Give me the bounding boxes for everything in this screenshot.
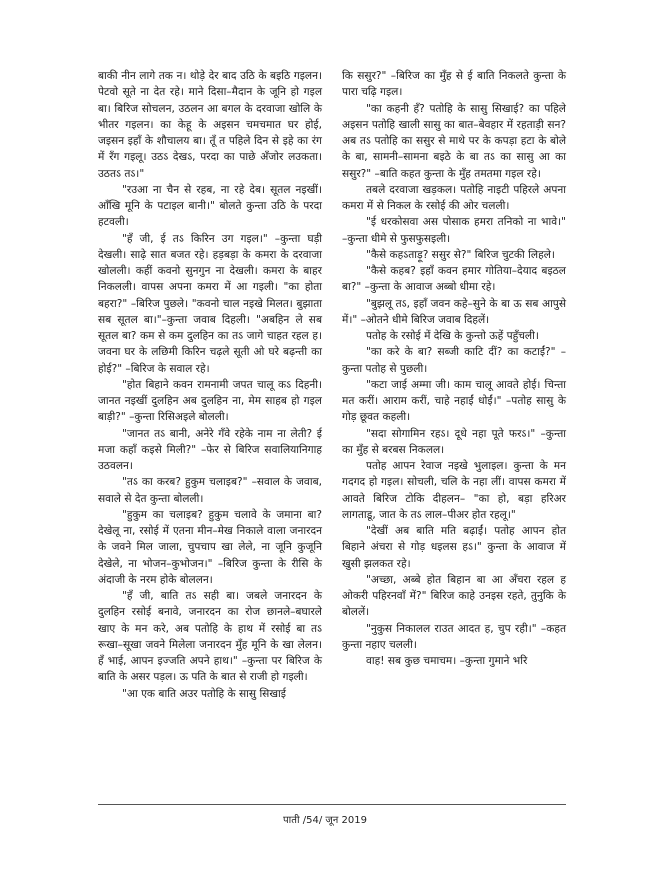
paragraph: "का कहनी हँ? पतोहि के सासु सिखाई? का पहिले अइसन पतोहि खाली सासु का बात–बेवहार में रहताड़ी सन? अब तऽ पतोहि का ससुर से माथे पर के कपड़ा हटा के बोले के बा, सामनी–सामना बइठे के बा तऽ का सासु आ का ससुर?" –बाति कहत कुन्ता के मुँह तमतमा गइल रहे।	[342, 102, 566, 180]
paragraph: "देखीं अब बाति मति बढ़ाईं। पतोह आपन होत बिहाने अंचरा से गोड़ धइलस हऽ।" कुन्ता के आवाज में खुसी झलकत रहे।	[342, 525, 566, 570]
paragraph: "हुकुम का चलाइब? हुकुम चलावे के जमाना बा? देखेलू ना, रसोई में एतना मीन–मेख निकाले वाला जनारदन के जवने मिल जाला, चुपचाप खा लेले, ना जूनि कुजूनि देखेले, ना भोजन–कुभोजन।" –बिरिज कुन्ता के रीसि के अंदाजी के नरम होके बोललन।	[98, 508, 322, 586]
paragraph: "रउआ ना चैन से रहब, ना रहे देब। सूतल नइखीं। आँखि मूनि के पटाइल बानी।" बोलते कुन्ता उठि के परदा हटवली।	[98, 183, 322, 229]
paragraph: "का करे के बा? सब्जी काटि दीं? का कटाईं?" –कुन्ता पतोह से पुछली।	[342, 346, 566, 375]
page-folio: पाती /54/ जून 2019	[283, 815, 367, 826]
paragraph: "कटा जाई अम्मा जी। काम चालू आवते होई। चिन्ता मत करीं। आराम करीं, चाहे नहाईं धोईं।" –पतोह सासु के गोड़ छूवत कहली।	[342, 378, 566, 424]
paragraph: पतोह आपन रेवाज नइखे भुलाइल। कुन्ता के मन गदगद हो गइल। सोचली, चलि के नहा लीं। वापस कमरा में आवते बिरिज टोकि दीहलन– "का हो, बड़ा हरिअर लागताडू, जात के तऽ लाल–पीअर होत रहलू।"	[342, 460, 566, 521]
paragraph: "हँ जी, ई तऽ किरिन उग गइल।" –कुन्ता घड़ी देखली। साढ़े सात बजत रहे। हड़बड़ा के कमरा के दरवाजा खोलली। कहीं कवनो सुनगुन ना देखली। कमरा के बाहर निकलली। वापस अपना कमरा में आ गइली। "का होता बहरा?" –बिरिज पुछले। "कवनो चाल नइखे मिलत। बुझाता सब सूतल बा।"–कुन्ता जवाब दिहली। "अबहिन ले सब सूतल बा? कम से कम दुलहिन का तऽ जागे चाहत रहल ह। जवना घर के लछिमी किरिन चढ़ले सूती ओ घरे बढ़न्ती का होई?" –बिरिज के सवाल रहे।	[98, 232, 322, 375]
paragraph: "कैसे कहऽताड़ू? ससुर से?" बिरिज चुटकी लिहले।	[366, 248, 555, 261]
paragraph: "तऽ का करब? हुकुम चलाइब?" –सवाल के जवाब, सवाले से देत कुन्ता बोलली।	[98, 476, 322, 505]
paragraph: "नुकुस निकालल राउत आदत ह, चुप रही।" –कहत कुन्ता नहाए चलली।	[342, 622, 566, 651]
paragraph: "अच्छा, अब्बे होत बिहान बा आ अँचरा रहल ह ओकरी पहिरनवाँ में?" बिरिज काहे उनइस रहते, तुनुकि के बोललें।	[342, 573, 566, 619]
footer-divider	[98, 804, 566, 805]
paragraph: "होत बिहाने कवन रामनामी जपत चालू कऽ दिहनी। जानत नइखीं दुलहिन अब दुलहिन ना, मेम साहब हो गइल बाड़ी?" –कुन्ता रिसिअइले बोलली।	[98, 378, 322, 424]
paragraph: "कैसे कहब? इहाँ कवन हमार गोतिया–देयाद बइठल बा?" –कुन्ता के आवाज अब्बो धीमा रहे।	[342, 265, 566, 294]
paragraph: "आ एक बाति अउर पतोहि के सासु सिखाई	[122, 687, 286, 700]
paragraph: कि ससुर?" –बिरिज का मुँह से ई बाति निकलते कुन्ता के पारा चढ़ि गइल।	[342, 70, 566, 99]
paragraph: वाह! सब कुछ चमाचम। –कुन्ता गुमाने भरि	[366, 655, 528, 667]
paragraph: बाकी नीन लागे तक न। थोड़े देर बाद उठि के बइठि गइलन। पेटवो सूते ना देत रहे। माने दिसा–मैदान के जूनि हो गइल बा। बिरिज सोचलन, उठलन आ बगल के दरवाजा खोलि के भीतर गइलन। का केहू के अइसन चमचमात घर होई, जइसन इहाँ के शौचालय बा। तूँ त पहिले दिन से इहे का रंग में रँग गइलू। उठऽ देखऽ, परदा का पाछे अँजोर लउकता। उठतऽ तऽ।"	[98, 70, 322, 180]
paragraph: "जानत तऽ बानी, अनेरे गँवे रहेके नाम ना लेती? ई मजा कहाँ कइसे मिली?" –फेर से बिरिज सवालियानिगाह उठवलन।	[98, 427, 322, 472]
paragraph: पतोह के रसोई में देखि के कुन्तो ऊहें पहुँचली।	[366, 330, 539, 342]
paragraph: "हँ जी, बाति तऽ सही बा। जबले जनारदन के दुलहिन रसोई बनावे, जनारदन का रोज छानले–बघारले खाए के मन करे, अब पतोहि के हाथ में रसोई बा तऽ रूखा–सूखा जवने मिलेला जनारदन मुँह मूनि के खा लेलन। हँ भाई, आपन इज्जति अपने हाथ।" –कुन्ता पर बिरिज के बाति के असर पड़ल। ऊ पति के बात से राजी हो गइली।	[98, 590, 322, 684]
paragraph: "सदा सोगामिन रहऽ। दूधे नहा पूते फरऽ।" –कुन्ता का मुँह से बरबस निकलल।	[342, 427, 566, 456]
paragraph: "बुझलू तऽ, इहाँ जवन कहे–सुने के बा ऊ सब आपुसे में।" –ओतने धीमे बिरिज जवाब दिहलें।	[342, 297, 566, 326]
paragraph: तबले दरवाजा खड़कल। पतोहि नाइटी पहिरले अपना कमरा में से निकल के रसोई की ओर चलली।	[342, 183, 566, 212]
paragraph: "ई धरकोसवा अस पोसाक हमरा तनिको ना भावे।" –कुन्ता धीमे से फुसफुसइली।	[342, 216, 566, 245]
left-column	[98, 68, 322, 702]
right-column	[342, 68, 566, 669]
